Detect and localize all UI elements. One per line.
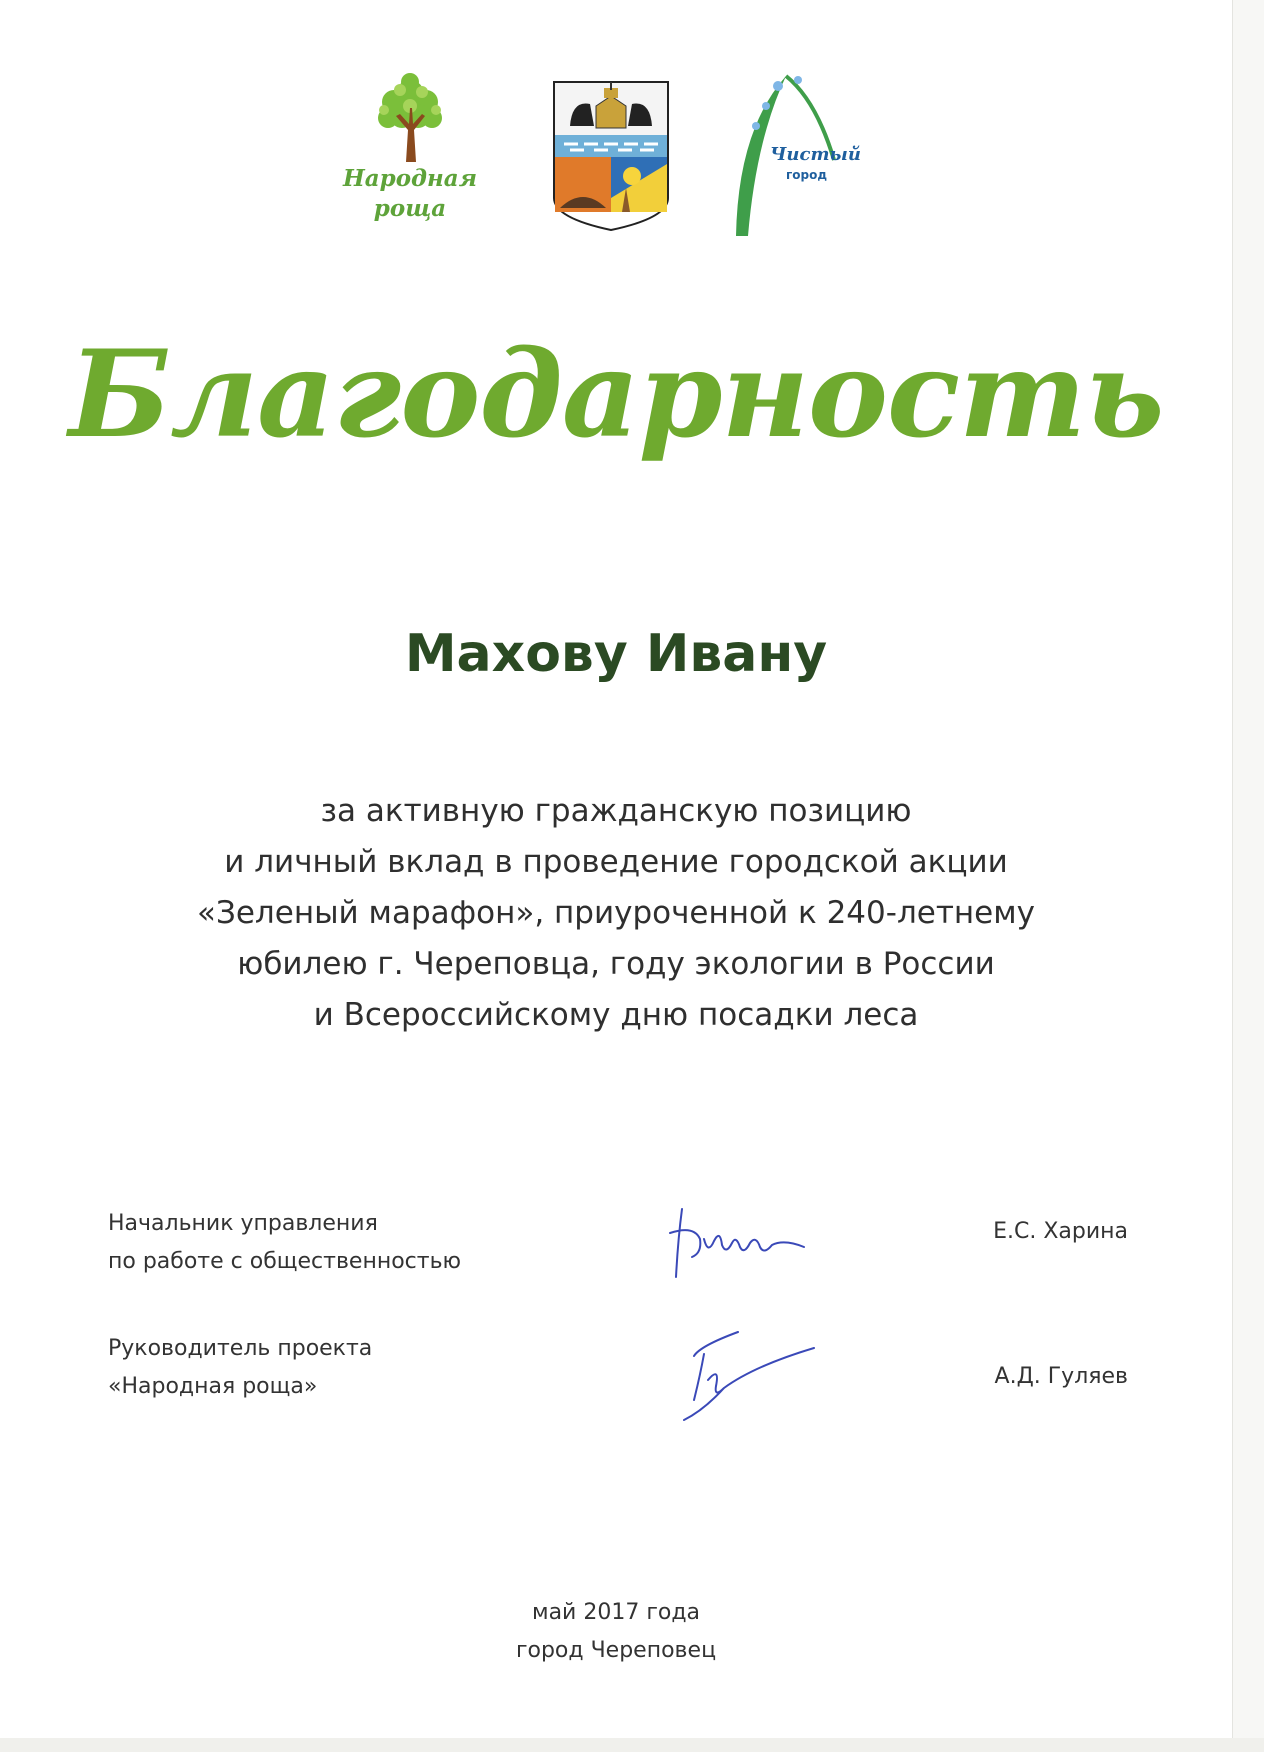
citation-line: за активную гражданскую позицию (320, 793, 912, 829)
signature-harina (664, 1199, 824, 1285)
citation-line: и Всероссийскому дню посадки леса (313, 997, 919, 1033)
signatory-name: Е.С. Харина (993, 1219, 1128, 1244)
signatory-name: А.Д. Гуляев (994, 1364, 1128, 1389)
signature-gulyaev (664, 1326, 824, 1426)
tree-icon (370, 72, 450, 164)
scan-margin (0, 1738, 1264, 1752)
citation-line: юбилею г. Череповца, году экологии в России (237, 946, 995, 982)
issue-footer (0, 1594, 1232, 1670)
signatory-block (108, 1205, 1128, 1285)
recipient-name: Махову Ивану (404, 624, 828, 684)
issue-city: город Череповец (515, 1638, 717, 1663)
signatory-role-line1: Руководитель проекта (108, 1336, 373, 1361)
document-title: Благодарность (68, 324, 1164, 465)
signatory-role-line1: Начальник управления (108, 1211, 378, 1236)
logo-grove-line1: Народная (342, 165, 478, 192)
coat-of-arms (550, 78, 672, 233)
logo-chistyi-gorod (726, 70, 876, 238)
logo-narodnaya-roshcha (340, 72, 480, 242)
citation-line: «Зеленый марафон», приуроченной к 240-летнему (197, 895, 1035, 931)
signatory-role-line2: «Народная роща» (108, 1374, 318, 1399)
logo-clean-line2: город (786, 168, 828, 182)
signatory-block (108, 1330, 1128, 1410)
logo-grove-line2: роща (373, 195, 447, 222)
citation-line: и личный вклад в проведение городской акции (224, 844, 1008, 880)
signatory-role-line2: по работе с общественностью (108, 1249, 462, 1274)
signatory-role (108, 1205, 461, 1281)
page-edge (1232, 0, 1233, 1752)
logo-grove-caption (340, 164, 480, 224)
logo-clean-line1: Чистый (770, 144, 861, 165)
citation-text (110, 786, 1122, 1041)
signatory-role (108, 1330, 372, 1406)
coat-of-arms-icon (550, 78, 672, 233)
issue-date: май 2017 года (531, 1600, 701, 1625)
